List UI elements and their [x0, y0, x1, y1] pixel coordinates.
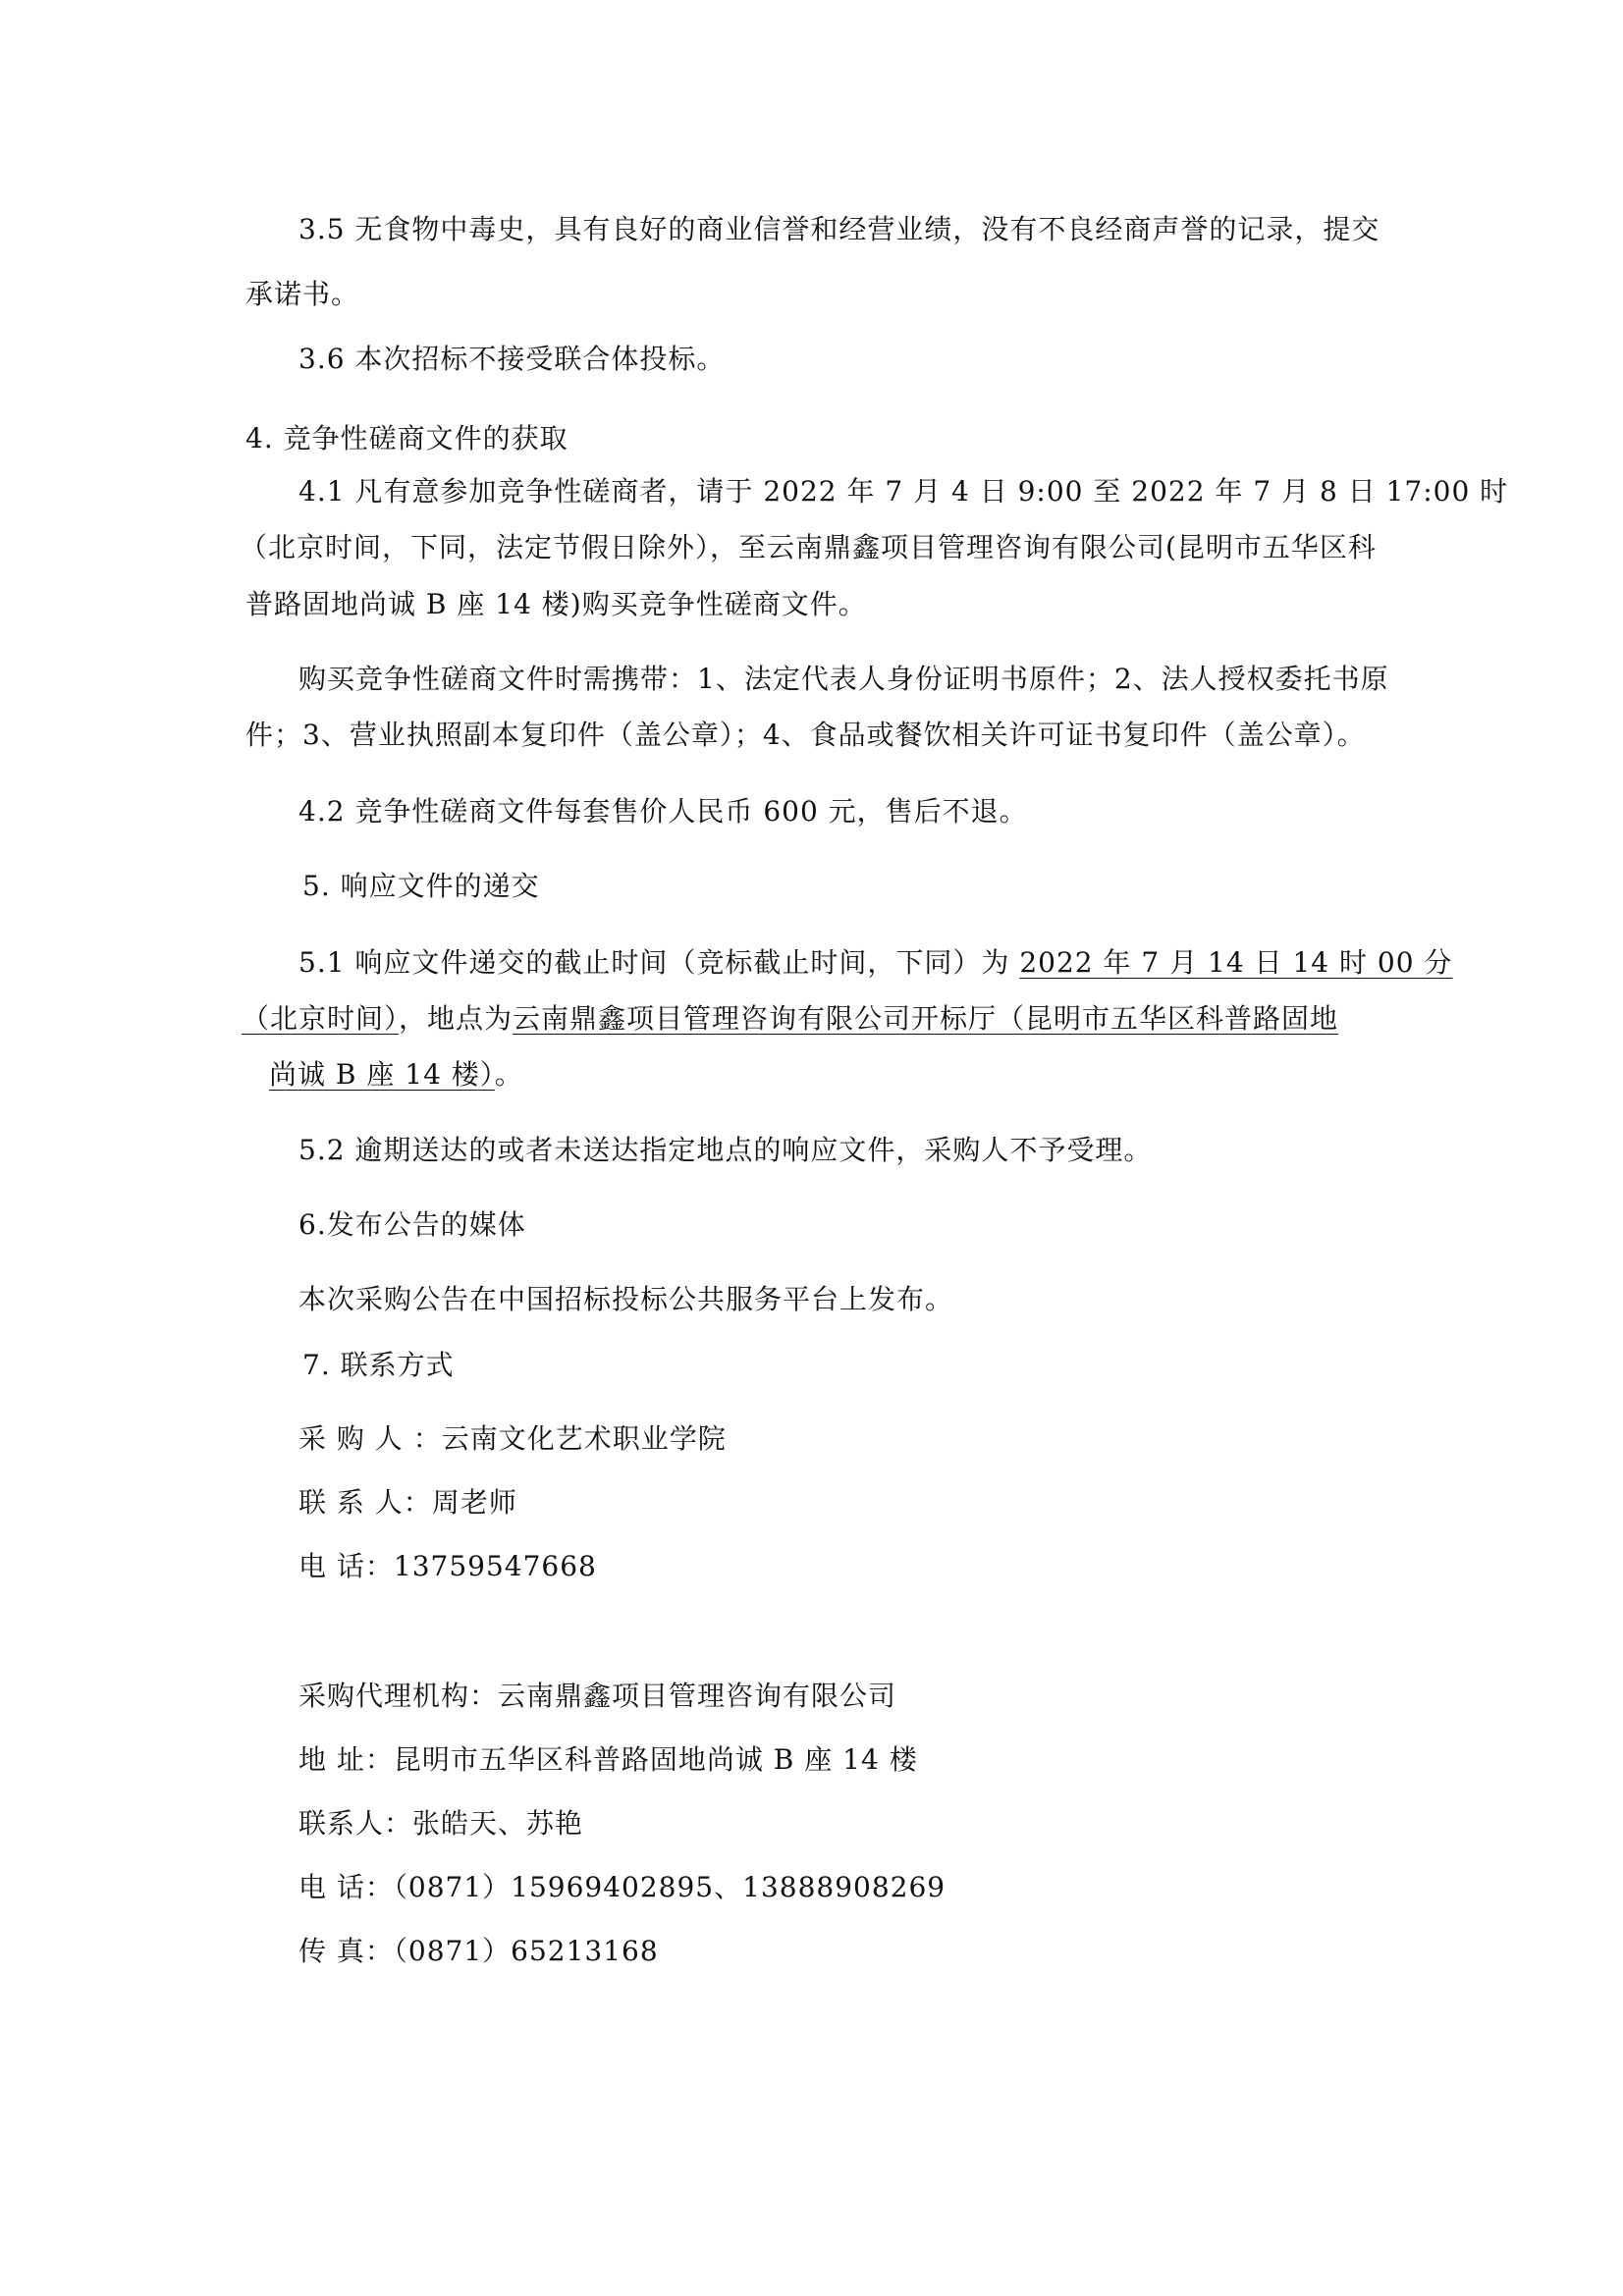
clause-3-6: 3.6 本次招标不接受联合体投标。: [298, 343, 726, 375]
buyer-phone-value: 13759547668: [393, 1550, 597, 1582]
location-intro: ，地点为: [399, 1002, 514, 1035]
clause-5-1-line3: [269, 1055, 523, 1095]
buyer-contact-value: 周老师: [431, 1486, 517, 1519]
clause-4-2: 4.2 竞争性磋商文件每套售价人民币 600 元，售后不退。: [298, 795, 1028, 828]
clause-3-5-line2: 承诺书。: [245, 278, 360, 310]
media-statement: 本次采购公告在中国招标投标公共服务平台上发布。: [298, 1283, 954, 1315]
deadline-timezone: （北京时间）: [242, 1002, 400, 1035]
agent-fax-row: [298, 1932, 659, 1971]
agent-contact-label: 联系人：: [298, 1807, 413, 1840]
deadline-datetime: 2022 年 7 月 14 日 14 时 00 分: [1019, 946, 1453, 979]
agent-fax-value: （0871）65213168: [393, 1935, 659, 1967]
buyer-contact-row: [298, 1483, 517, 1522]
clause-3-5-line1: 3.5 无食物中毒史，具有良好的商业信誉和经营业绩，没有不良经商声誉的记录，提交: [298, 213, 1380, 245]
section-6-heading: 6.发布公告的媒体: [298, 1208, 526, 1241]
agent-phone-value: （0871）15969402895、13888908269: [393, 1871, 947, 1903]
agent-fax-label: 传 真：: [298, 1935, 394, 1967]
bid-opening-location: 云南鼎鑫项目管理咨询有限公司开标厅（昆明市五华区科普路固地: [513, 1002, 1339, 1035]
section-4-heading: 4. 竞争性磋商文件的获取: [245, 422, 568, 454]
agent-contact-value: 张皓天、苏艳: [412, 1807, 584, 1840]
section-5-heading: 5. 响应文件的递交: [302, 870, 540, 902]
clause-4-1-line3: 普路固地尚诚 B 座 14 楼)购买竞争性磋商文件。: [245, 588, 867, 620]
agent-address-label: 地 址：: [298, 1743, 394, 1776]
agent-phone-row: [298, 1868, 946, 1907]
buyer-phone-row: [298, 1547, 597, 1586]
clause-5-1-line1: [298, 943, 1452, 983]
buyer-contact-label: 联 系 人：: [298, 1486, 432, 1519]
clause-5-1-end: 。: [494, 1058, 523, 1091]
clause-5-1-line2: [242, 999, 1338, 1039]
clause-4-1-line1: 4.1 凡有意参加竞争性磋商者，请于 2022 年 7 月 4 日 9:00 至 2022 年 7 月 8 日 17:00 时: [298, 475, 1509, 507]
buyer-name-row: [298, 1419, 727, 1459]
buyer-name-label: 采 购 人 ：: [298, 1422, 442, 1455]
purchase-requirements-line2: 件；3、营业执照副本复印件（盖公章）；4、食品或餐饮相关许可证书复印件（盖公章）。: [245, 719, 1366, 751]
agent-contact-row: [298, 1804, 583, 1843]
agent-name-row: [298, 1677, 896, 1716]
section-7-heading: 7. 联系方式: [302, 1349, 455, 1381]
agent-address-value: 昆明市五华区科普路固地尚诚 B 座 14 楼: [393, 1743, 918, 1776]
buyer-name-value: 云南文化艺术职业学院: [441, 1422, 727, 1455]
clause-5-1-text: 5.1 响应文件递交的截止时间（竞标截止时间，下同）为: [298, 946, 1020, 979]
buyer-phone-label: 电 话：: [298, 1550, 394, 1582]
agent-name-label: 采购代理机构：: [298, 1680, 499, 1712]
agent-phone-label: 电 话：: [298, 1871, 394, 1903]
agent-name-value: 云南鼎鑫项目管理咨询有限公司: [498, 1680, 897, 1712]
clause-4-1-line2: （北京时间，下同，法定节假日除外），至云南鼎鑫项目管理咨询有限公司(昆明市五华区科: [240, 531, 1377, 563]
purchase-requirements-line1: 购买竞争性磋商文件时需携带：1、法定代表人身份证明书原件；2、法人授权委托书原: [298, 663, 1389, 695]
agent-address-row: [298, 1740, 918, 1780]
clause-5-2: 5.2 逾期送达的或者未送达指定地点的响应文件，采购人不予受理。: [298, 1134, 1153, 1166]
bid-opening-location-cont: 尚诚 B 座 14 楼）: [269, 1058, 495, 1091]
